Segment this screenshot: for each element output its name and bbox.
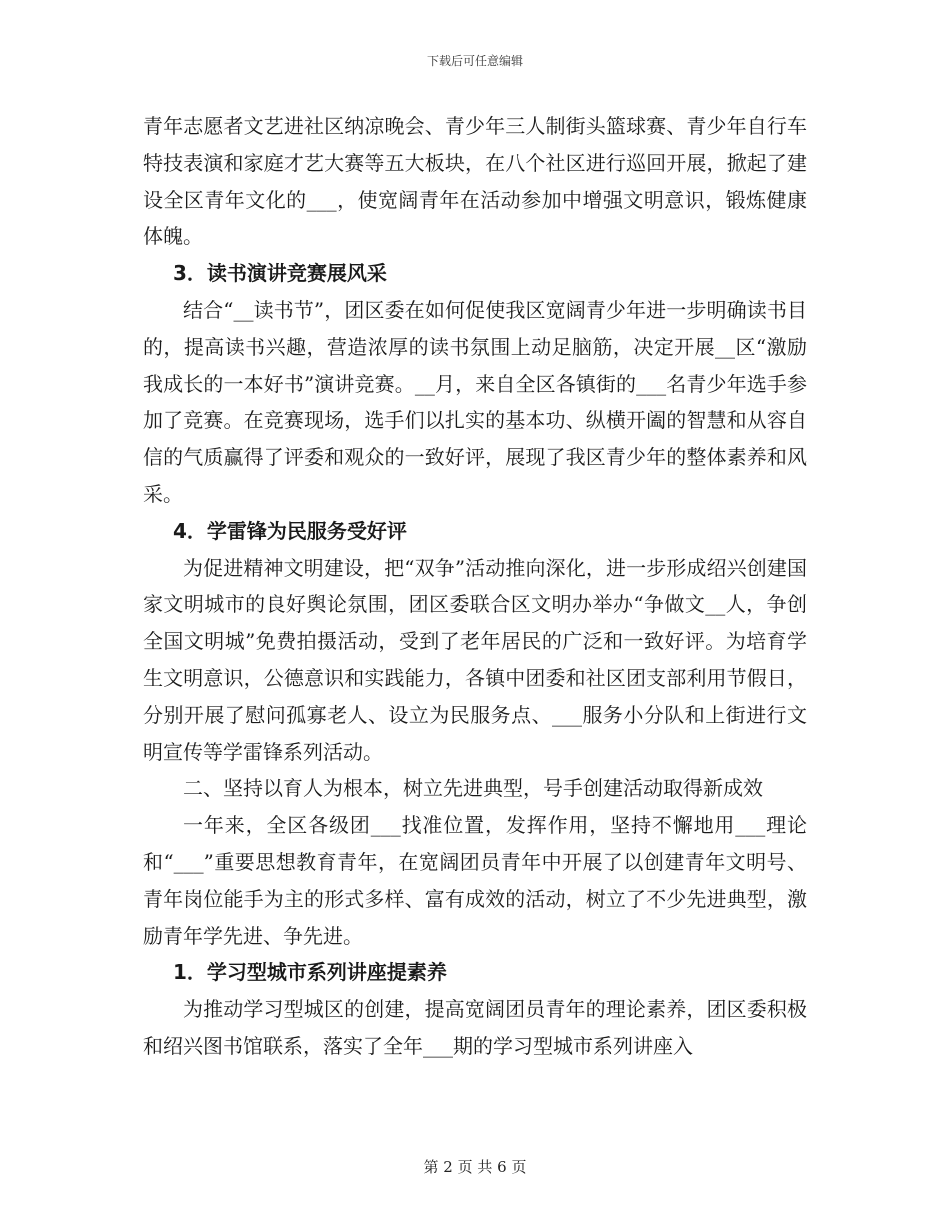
- section-heading-4: 4．学雷锋为民服务受好评: [173, 518, 407, 543]
- section-heading-1: 1．学习型城市系列讲座提素养: [173, 960, 447, 985]
- page-header: 下载后可任意编辑: [426, 54, 523, 68]
- section-heading-3: 3．读书演讲竞赛展风采: [173, 261, 387, 286]
- paragraph-4: 一年来，全区各级团___找准位置，发挥作用，坚持不懈地用___理论和“___”重要思想教育青年，在宽阔团员青年中开展了以创建青年文明号、青年岗位能手为主的形式多样、富有成效的活动，树立了不少先进典型，激励青年学先进、争先进。: [143, 813, 807, 948]
- paragraph-1: 青年志愿者文艺进社区纳凉晚会、青少年三人制街头篮球赛、青少年自行车特技表演和家庭才艺大赛等五大板块，在八个社区进行巡回开展，掀起了建设全区青年文化的___，使宽阔青年在活动参加中增强文明意识，锻炼健康体魄。: [143, 114, 807, 249]
- section-heading-part-2: 二、坚持以育人为根本，树立先进典型，号手创建活动取得新成效: [183, 776, 763, 801]
- paragraph-3: 为促进精神文明建设，把“双争”活动推向深化，进一步形成绍兴创建国家文明城市的良好舆论氛围，团区委联合区文明办举办“争做文__人，争创全国文明城”免费拍摄活动，受到了老年居民的广泛和一致好评。为培育学生文明意识，公德意识和实践能力，各镇中团委和社区团支部利用节假日，分别开展了慰问孤寡老人、设立为民服务点、___服务小分队和上街进行文明宣传等学雷锋系列活动。: [143, 555, 807, 764]
- page-footer: 第 2 页 共 6 页: [423, 1158, 527, 1176]
- document-body: [143, 108, 807, 1065]
- paragraph-5: 为推动学习型城区的创建，提高宽阔团员青年的理论素养，团区委积极和绍兴图书馆联系，落实了全年___期的学习型城市系列讲座入: [143, 997, 807, 1058]
- paragraph-2: 结合“__读书节”，团区委在如何促使我区宽阔青少年进一步明确读书目的，提高读书兴趣，营造浓厚的读书氛围上动足脑筋，决定开展__区“激励我成长的一本好书”演讲竞赛。__月，来自全区各镇街的___名青少年选手参加了竞赛。在竞赛现场，选手们以扎实的基本功、纵横开阖的智慧和从容自信的气质赢得了评委和观众的一致好评，展现了我区青少年的整体素养和风采。: [143, 297, 807, 506]
